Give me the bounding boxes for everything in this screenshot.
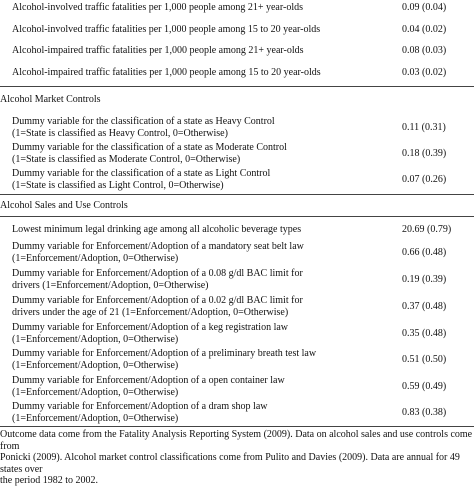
divider: [0, 86, 474, 87]
row-label-line1: Dummy variable for Enforcement/Adoption of a preliminary breath test law: [12, 348, 317, 359]
section-heading-market-controls: Alcohol Market Controls: [0, 94, 101, 105]
outcome-label: Alcohol-involved traffic fatalities per 1,000 people among 21+ year-olds: [12, 2, 304, 13]
row-label-line2: (1=State is classified as Moderate Control, 0=Otherwise): [12, 154, 241, 165]
row-label-line2: (1=Enforcement/Adoption, 0=Otherwise): [12, 387, 179, 398]
row-label-line2: drivers (1=Enforcement/Adoption, 0=Otherwise): [12, 280, 209, 291]
row-label-line2: (1=State is classified as Light Control, 0=Otherwise): [12, 180, 224, 191]
outcome-label: Alcohol-involved traffic fatalities per 1,000 people among 15 to 20 year-olds: [12, 24, 321, 35]
row-label-line2: drivers under the age of 21 (1=Enforcement/Adoption, 0=Otherwise): [12, 307, 289, 318]
footnote-line: Ponicki (2009). Alcohol market control classifications come from Pulito and Davies (2009). Data are annual for 49 states over: [0, 452, 460, 475]
outcome-label: Alcohol-impaired traffic fatalities per 1,000 people among 21+ year-olds: [12, 45, 304, 56]
outcome-value: 0.08 (0.03): [402, 45, 447, 56]
row-label-line1: Dummy variable for Enforcement/Adoption of a mandatory seat belt law: [12, 241, 304, 252]
footnote-line: Outcome data come from the Fatality Analysis Reporting System (2009). Data on alcohol sales and use controls come from: [0, 429, 473, 452]
outcome-value: 0.03 (0.02): [402, 67, 447, 78]
table-footnote: [0, 429, 474, 487]
row-label-line2: (1=Enforcement/Adoption, 0=Otherwise): [12, 334, 179, 345]
row-value: 0.66 (0.48): [402, 247, 447, 258]
mlda-value: 20.69 (0.79): [402, 224, 452, 235]
row-value: 0.18 (0.39): [402, 148, 447, 159]
divider: [0, 426, 474, 427]
outcome-label: Alcohol-impaired traffic fatalities per 1,000 people among 15 to 20 year-olds: [12, 67, 321, 78]
row-value: 0.35 (0.48): [402, 328, 447, 339]
row-label-line2: (1=State is classified as Heavy Control, 0=Otherwise): [12, 128, 228, 139]
row-label-line1: Dummy variable for Enforcement/Adoption of a 0.08 g/dl BAC limit for: [12, 268, 303, 279]
row-value: 0.11 (0.31): [402, 122, 446, 133]
row-label-line1: Dummy variable for Enforcement/Adoption of a 0.02 g/dl BAC limit for: [12, 295, 303, 306]
row-label-line2: (1=Enforcement/Adoption, 0=Otherwise): [12, 360, 179, 371]
row-label-line1: Dummy variable for Enforcement/Adoption of a keg registration law: [12, 322, 289, 333]
row-label-line1: Dummy variable for the classification of a state as Heavy Control: [12, 116, 275, 127]
divider: [0, 194, 474, 195]
row-label-line2: (1=Enforcement/Adoption, 0=Otherwise): [12, 413, 179, 424]
row-label-line1: Dummy variable for Enforcement/Adoption of a open container law: [12, 375, 285, 386]
outcome-value: 0.04 (0.02): [402, 24, 447, 35]
row-label-line1: Dummy variable for the classification of a state as Moderate Control: [12, 142, 287, 153]
row-value: 0.59 (0.49): [402, 381, 447, 392]
outcome-value: 0.09 (0.04): [402, 2, 447, 13]
row-label-line2: (1=Enforcement/Adoption, 0=Otherwise): [12, 253, 179, 264]
mlda-label: Lowest minimum legal drinking age among all alcoholic beverage types: [12, 224, 302, 235]
section-heading-sales-controls: Alcohol Sales and Use Controls: [0, 200, 128, 211]
row-value: 0.83 (0.38): [402, 407, 447, 418]
divider: [0, 216, 474, 217]
row-value: 0.07 (0.26): [402, 174, 447, 185]
footnote-line: the period 1982 to 2002.: [0, 475, 99, 486]
row-value: 0.51 (0.50): [402, 354, 447, 365]
row-value: 0.37 (0.48): [402, 301, 447, 312]
row-label-line1: Dummy variable for the classification of a state as Light Control: [12, 168, 271, 179]
row-value: 0.19 (0.39): [402, 274, 447, 285]
row-label-line1: Dummy variable for Enforcement/Adoption of a dram shop law: [12, 401, 268, 412]
